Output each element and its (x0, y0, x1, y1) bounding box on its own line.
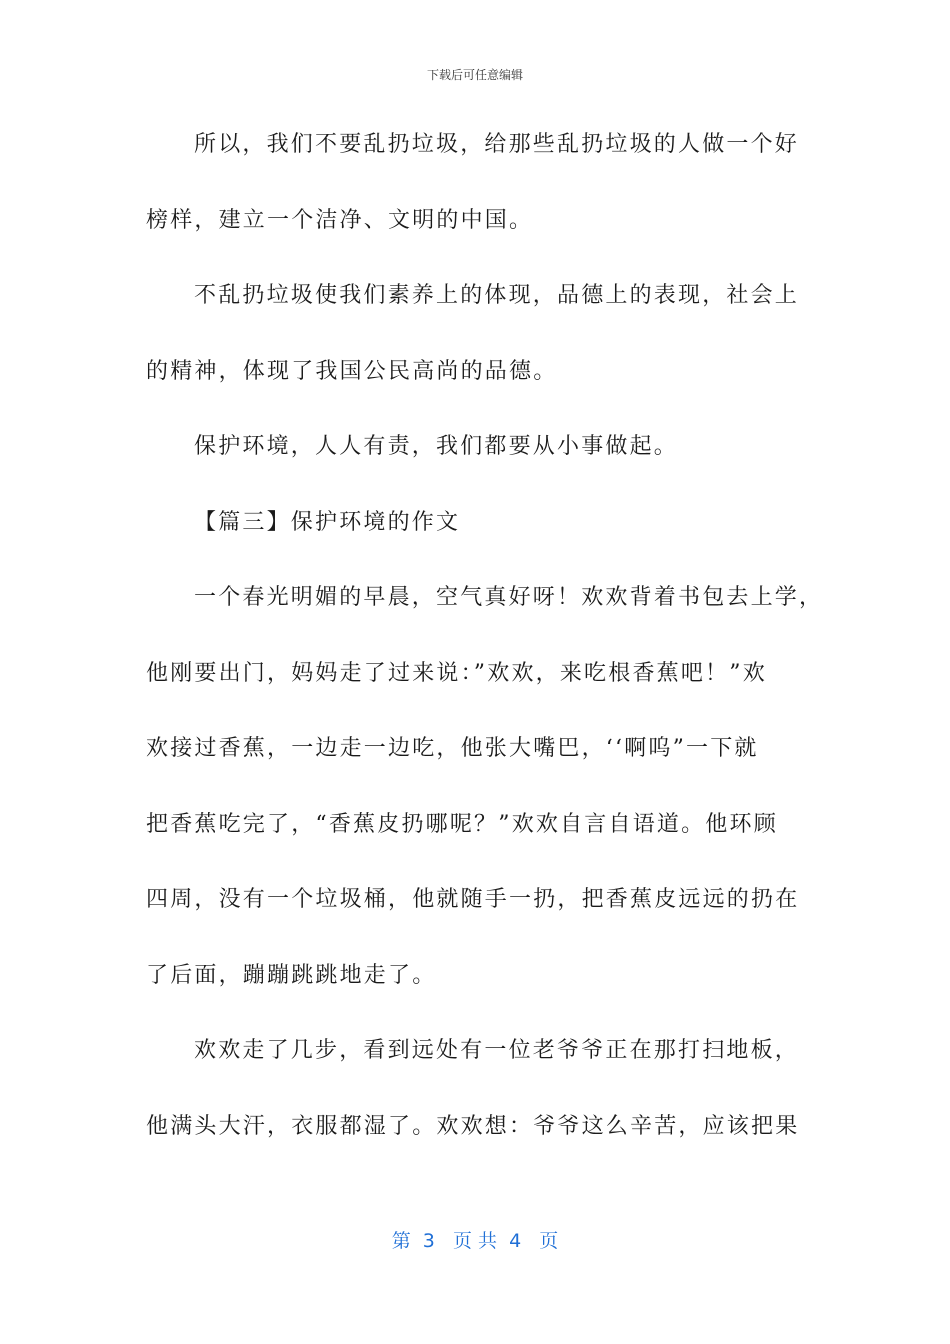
paragraph-line: 所以，我们不要乱扔垃圾，给那些乱扔垃圾的人做一个好 (194, 132, 800, 157)
paragraph-line: 欢欢走了几步，看到远处有一位老爷爷正在那打扫地板， (194, 1038, 800, 1063)
paragraph-line: 不乱扔垃圾使我们素养上的体现，品德上的表现，社会上 (194, 283, 800, 308)
paragraph-line: 榜样，建立一个洁净、文明的中国。 (146, 207, 534, 233)
paragraph-line: 保护环境，人人有责，我们都要从小事做起。 (194, 434, 679, 459)
paragraph-line: 把香蕉吃完了，“香蕉皮扔哪呢？”欢欢自言自语道。他环顾 (146, 811, 778, 837)
paragraph-line: 了后面，蹦蹦跳跳地走了。 (146, 962, 437, 988)
section-heading: 【篇三】保护环境的作文 (194, 509, 461, 535)
paragraph-line: 他刚要出门，妈妈走了过来说：”欢欢，来吃根香蕉吧！”欢 (146, 660, 767, 686)
paragraph-line: 四周，没有一个垃圾桶，他就随手一扔，把香蕉皮远远的扔在 (146, 887, 800, 912)
paragraph-line: 一个春光明媚的早晨，空气真好呀！欢欢背着书包去上学， (194, 585, 824, 610)
header-note: 下载后可任意编辑 (426, 68, 523, 82)
page-number: 第 3 页 共 4 页 (391, 1230, 559, 1252)
paragraph-line: 欢接过香蕉，一边走一边吃，他张大嘴巴，‘‘啊呜”一下就 (146, 736, 759, 761)
paragraph-line: 的精神，体现了我国公民高尚的品德。 (146, 358, 558, 384)
paragraph-line: 他满头大汗，衣服都湿了。欢欢想：爷爷这么辛苦，应该把果 (146, 1113, 800, 1139)
document-body (146, 122, 824, 1179)
